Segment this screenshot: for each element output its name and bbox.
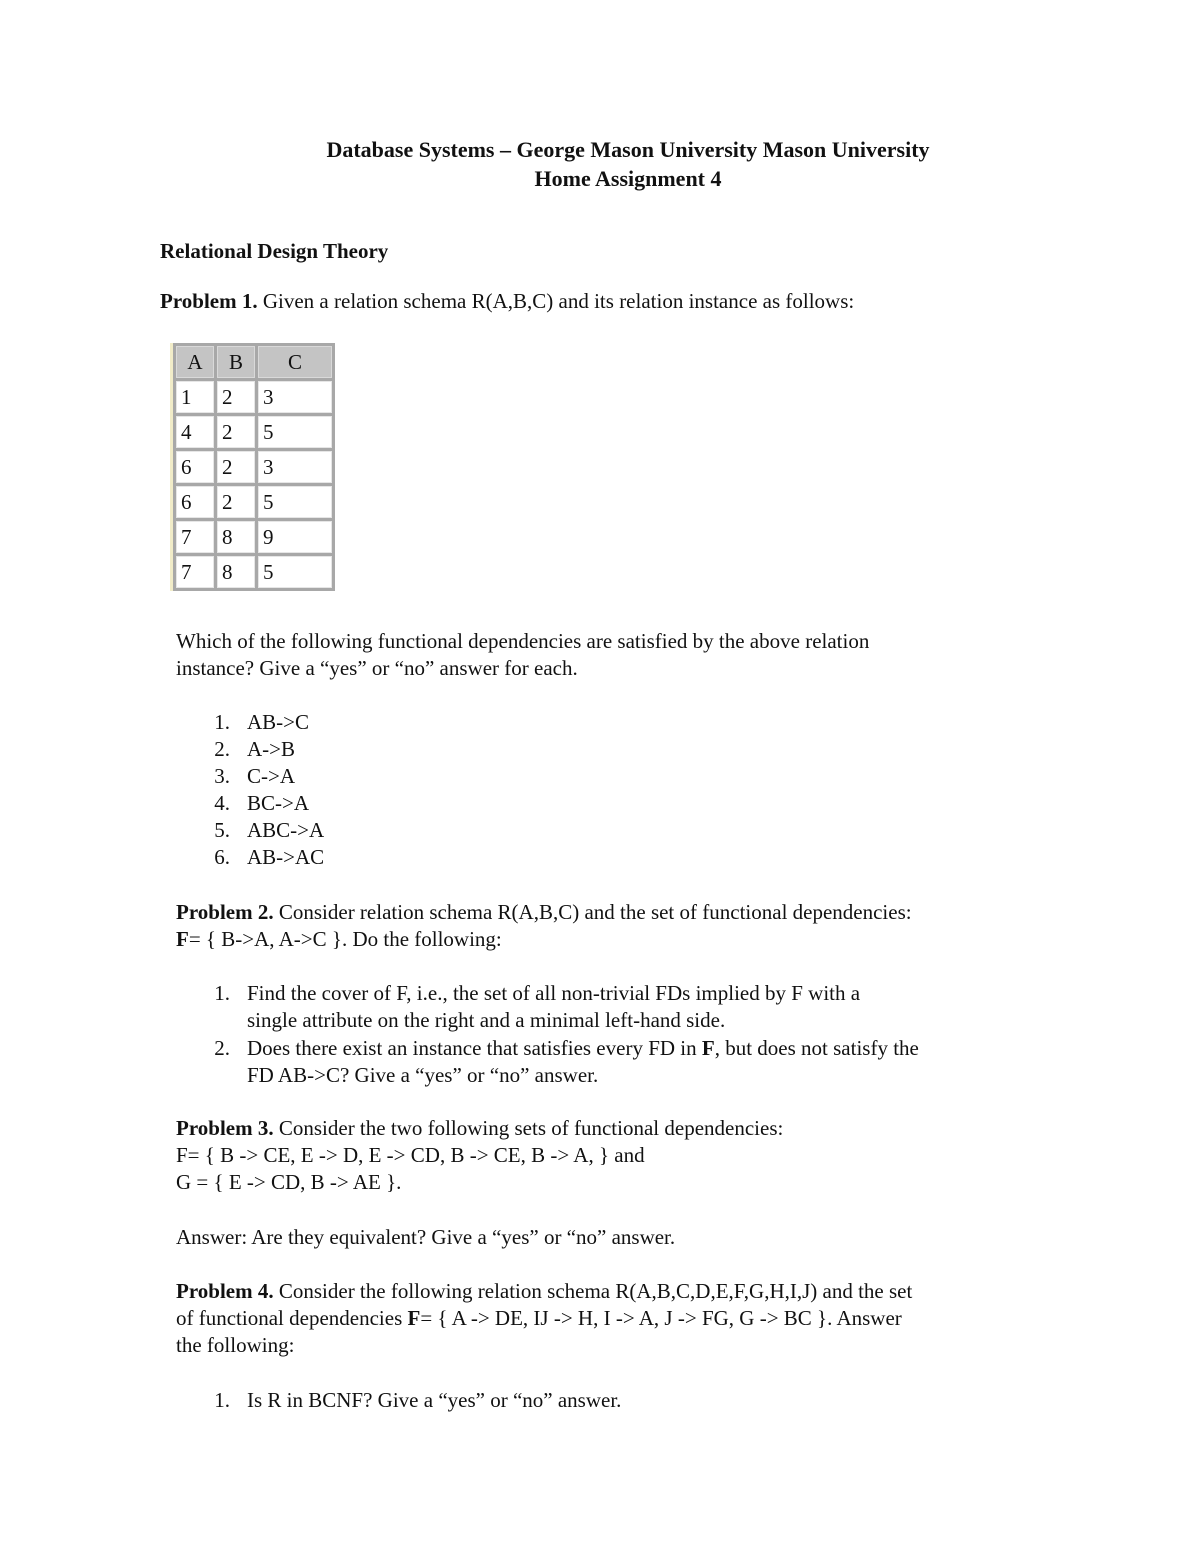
- list-number: 1.: [214, 710, 230, 734]
- table-cell: 4: [176, 416, 214, 448]
- table-cell: 2: [217, 486, 255, 518]
- problem2-item2-text-b: , but does not satisfy the: [714, 1036, 919, 1060]
- problem2-text: Consider relation schema R(A,B,C) and the set of functional dependencies:: [273, 900, 912, 924]
- problem3-text: Consider the two following sets of functional dependencies:: [273, 1116, 784, 1140]
- problem3-f-line: F= { B -> CE, E -> D, E -> CD, B -> CE, B -> A, } and: [176, 1143, 645, 1167]
- problem1-label: Problem 1.: [160, 289, 258, 313]
- table-cell: 7: [176, 556, 214, 588]
- table-cell: 3: [258, 381, 332, 413]
- table-cell: 8: [217, 556, 255, 588]
- problem4-line2-text-b: = { A -> DE, IJ -> H, I -> A, J -> FG, G -> BC }. Answer: [420, 1306, 902, 1330]
- table-row: [176, 486, 332, 518]
- fd-item: AB->AC: [247, 845, 325, 869]
- problem2-item2-text-a: Does there exist an instance that satisfies every FD in: [247, 1036, 702, 1060]
- problem1-question-line1: Which of the following functional dependencies are satisfied by the above relation: [176, 629, 870, 653]
- table-cell: 1: [176, 381, 214, 413]
- problem1-text: Given a relation schema R(A,B,C) and its relation instance as follows:: [257, 289, 855, 313]
- problem2-item2-line2: FD AB->C? Give a “yes” or “no” answer.: [247, 1063, 599, 1087]
- table-cell: 2: [217, 416, 255, 448]
- fd-item: A->B: [247, 737, 296, 761]
- table-cell: 9: [258, 521, 332, 553]
- problem4-line2-text-a: of functional dependencies: [176, 1306, 408, 1330]
- list-number: 4.: [214, 791, 230, 815]
- document-title: Database Systems – George Mason University Mason University: [326, 137, 930, 162]
- problem2-item2-line1: [247, 1035, 919, 1062]
- table-row: [176, 556, 332, 588]
- table-cell: 6: [176, 451, 214, 483]
- list-number: 2.: [214, 1036, 230, 1060]
- problem1-intro: [160, 288, 854, 315]
- column-header-b: B: [217, 346, 255, 378]
- fd-item: C->A: [247, 764, 296, 788]
- table-cell: 2: [217, 451, 255, 483]
- problem3-answer: Answer: Are they equivalent? Give a “yes” or “no” answer.: [176, 1225, 676, 1249]
- list-number: 1.: [214, 981, 230, 1005]
- table-cell: 8: [217, 521, 255, 553]
- table-cell: 5: [258, 416, 332, 448]
- table-cell: 7: [176, 521, 214, 553]
- list-number: 6.: [214, 845, 230, 869]
- problem2-item1-line2: single attribute on the right and a minimal left-hand side.: [247, 1008, 726, 1032]
- table-row: [176, 521, 332, 553]
- table-cell: 2: [217, 381, 255, 413]
- list-number: 3.: [214, 764, 230, 788]
- table-row: [176, 381, 332, 413]
- problem2-item1-line1: Find the cover of F, i.e., the set of all non-trivial FDs implied by F with a: [247, 981, 861, 1005]
- problem4-line3: the following:: [176, 1333, 295, 1357]
- problem4-text: Consider the following relation schema R(A,B,C,D,E,F,G,H,I,J) and the set: [273, 1279, 913, 1303]
- problem2-intro: [176, 899, 912, 926]
- list-number: 1.: [214, 1388, 230, 1412]
- problem4-label: Problem 4.: [176, 1279, 274, 1303]
- f-text: = { B->A, A->C }. Do the following:: [188, 927, 502, 951]
- assignment-title: Home Assignment 4: [534, 166, 722, 191]
- table-cell: 6: [176, 486, 214, 518]
- problem3-label: Problem 3.: [176, 1116, 274, 1140]
- relation-instance-table: [170, 343, 335, 591]
- fd-item: BC->A: [247, 791, 310, 815]
- problem4-intro: [176, 1278, 912, 1305]
- column-header-c: C: [258, 346, 332, 378]
- table-cell: 5: [258, 556, 332, 588]
- problem2-f-line: [176, 926, 502, 953]
- table-header-row: [176, 346, 332, 378]
- column-header-a: A: [176, 346, 214, 378]
- table-row: [176, 416, 332, 448]
- f-label: F: [176, 927, 189, 951]
- problem4-f-label: F: [407, 1306, 421, 1330]
- section-title: Relational Design Theory: [160, 239, 389, 263]
- problem3-g-line: G = { E -> CD, B -> AE }.: [176, 1170, 402, 1194]
- problem2-item2-f: F: [701, 1036, 715, 1060]
- table-cell: 3: [258, 451, 332, 483]
- list-number: 2.: [214, 737, 230, 761]
- table-cell: 5: [258, 486, 332, 518]
- problem1-question-line2: instance? Give a “yes” or “no” answer for each.: [176, 656, 578, 680]
- table-row: [176, 451, 332, 483]
- fd-item: ABC->A: [247, 818, 325, 842]
- fd-item: AB->C: [247, 710, 310, 734]
- list-number: 5.: [214, 818, 230, 842]
- problem3-intro: [176, 1115, 783, 1142]
- problem2-label: Problem 2.: [176, 900, 274, 924]
- problem4-line2: [176, 1305, 902, 1332]
- problem4-item1: Is R in BCNF? Give a “yes” or “no” answer.: [247, 1388, 622, 1412]
